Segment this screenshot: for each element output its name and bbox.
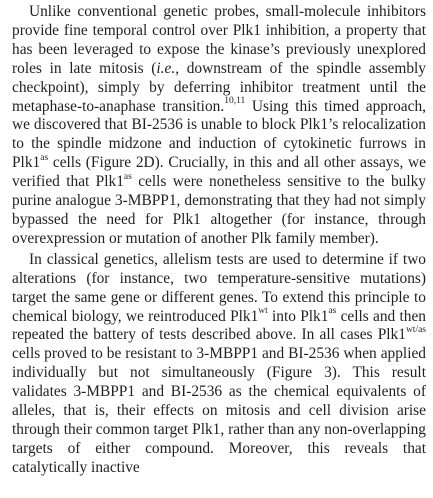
paragraph-allelism-tests [12,251,426,478]
text-run: , downstream of the spindle assembly checkpoint), simply by deferring inhibitor treatment until the metaphase-to-anaphase transition. [12,59,426,115]
paragraph-plk1-temporal-control [12,3,426,249]
text-run: Unlike conventional genetic probes, small-molecule inhibitors provide fine temporal control over Plk1 inhibition, a property that has been leveraged to expose the kinase’s previously unexplored roles in late mitosis ( [12,3,426,77]
allele-superscript: as [123,172,132,183]
text-run: cells were nonetheless sensitive to the bulky purine analogue 3-MBPP1, demonstrating that they had not simply bypassed the need for Plk1 altogether (for instance, through overexpression or mutation of another Plk family member). [12,173,426,247]
allele-superscript: as [40,153,49,164]
text-run: into Plk1 [267,307,329,325]
text-run: cells and then repeated the battery of tests described above. In all cases Plk1 [12,307,426,344]
text-run: cells (Figure 2D). Crucially, in this and all other assays, we verified that Plk1 [12,154,426,191]
allele-superscript: wt/as [405,325,426,336]
allele-superscript: as [328,306,337,317]
text-run: cells proved to be resistant to 3-MBPP1 and BI-2536 when applied individually but not simultaneously (Figure 3). This result validates 3-MBPP1 and BI-2536 as the chemical equivalents of alleles, that is, their effects on mitosis and cell division arise through their common target Plk1, rather than any non-overlapping targets of either compound. Moreover, this reveals that catalytically inactive [12,345,426,476]
text-run: In classical genetics, allelism tests are used to determine if two alterations (for instance, two temperature-sensitive mutations) target the same gene or different genes. To extend this principle to chemical biology, we reintroduced Plk1 [12,250,426,325]
allele-superscript: wt [258,306,268,317]
citation-superscript: 10,11 [224,96,246,107]
italic-abbreviation: i.e. [156,59,176,77]
text-run: Using this timed approach, we discovered that BI-2536 is unable to block Plk1’s relocalization to the spindle midzone and induction of cytokinetic furrows in Plk1 [12,97,427,172]
